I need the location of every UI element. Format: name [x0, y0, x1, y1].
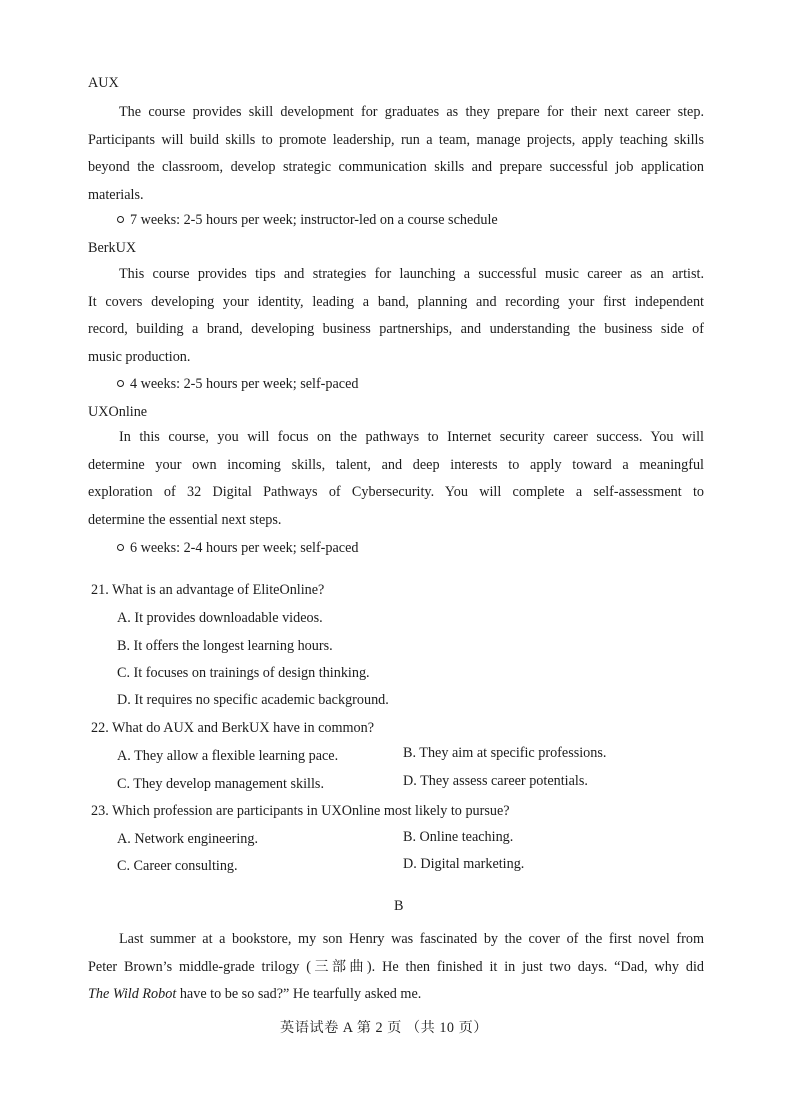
- description-line: In this course, you will focus on the pathways to Internet security career success. You will: [119, 429, 704, 445]
- page-footer: 英语试卷 A 第 2 页 （共 10 页）: [280, 1020, 488, 1036]
- description-line: determine your own incoming skills, talent, and deep interests to apply toward a meaningful: [88, 456, 704, 473]
- question-21-stem: 21. What is an advantage of EliteOnline?: [91, 582, 325, 598]
- schedule-text: 6 weeks: 2-4 hours per week; self-paced: [130, 540, 359, 556]
- schedule-text: 7 weeks: 2-5 hours per week; instructor-led on a course schedule: [130, 212, 498, 228]
- question-22-stem: 22. What do AUX and BerkUX have in common?: [91, 720, 375, 736]
- description-line: determine the essential next steps.: [88, 512, 282, 529]
- question-21-option-a: A. It provides downloadable videos.: [117, 610, 323, 626]
- course-schedule-aux: [117, 212, 498, 229]
- course-description-berkux: [88, 261, 704, 372]
- course-title-aux: AUX: [88, 75, 119, 91]
- bullet-icon: [117, 216, 124, 223]
- question-22-option-a: A. They allow a flexible learning pace.: [117, 748, 339, 764]
- question-22-option-d: D. They assess career potentials.: [403, 773, 588, 789]
- course-description-aux: [88, 99, 704, 210]
- course-schedule-uxonline: [117, 540, 359, 557]
- description-line: materials.: [88, 187, 144, 204]
- question-22-option-c: C. They develop management skills.: [117, 776, 324, 792]
- passage-line: Last summer at a bookstore, my son Henry was fascinated by the cover of the first novel from: [119, 931, 704, 947]
- question-21-option-d: D. It requires no specific academic background.: [117, 692, 389, 708]
- description-line: beyond the classroom, develop strategic communication skills and prepare successful job application: [88, 159, 704, 176]
- passage-line: [88, 981, 704, 1009]
- bullet-icon: [117, 544, 124, 551]
- passage-line-rest: have to be so sad?” He tearfully asked me.: [176, 986, 422, 1003]
- question-22-option-b: B. They aim at specific professions.: [403, 745, 607, 761]
- description-line: exploration of 32 Digital Pathways of Cybersecurity. You will complete a self-assessment to: [88, 484, 704, 501]
- course-schedule-berkux: [117, 376, 359, 393]
- description-line: It covers developing your identity, leading a band, planning and recording your first independent: [88, 293, 704, 310]
- schedule-text: 4 weeks: 2-5 hours per week; self-paced: [130, 376, 359, 392]
- section-b-heading: B: [394, 898, 404, 914]
- section-b-passage: [88, 926, 704, 1009]
- question-23-stem: 23. Which profession are participants in UXOnline most likely to pursue?: [91, 803, 510, 819]
- course-description-uxonline: [88, 424, 704, 535]
- question-23-option-b: B. Online teaching.: [403, 829, 514, 845]
- course-title-uxonline: UXOnline: [88, 404, 148, 420]
- question-23-option-a: A. Network engineering.: [117, 831, 259, 847]
- question-23-option-d: D. Digital marketing.: [403, 856, 525, 872]
- description-line: record, building a brand, developing business partnerships, and understanding the business side of: [88, 321, 704, 338]
- description-line: Participants will build skills to promote leadership, run a team, manage projects, apply teaching skills: [88, 131, 704, 148]
- course-title-berkux: BerkUX: [88, 240, 137, 256]
- bullet-icon: [117, 380, 124, 387]
- question-23-option-c: C. Career consulting.: [117, 858, 238, 874]
- question-21-option-c: C. It focuses on trainings of design thinking.: [117, 665, 370, 681]
- description-line: The course provides skill development for graduates as they prepare for their next career step.: [119, 104, 704, 120]
- description-line: This course provides tips and strategies for launching a successful music career as an artist.: [119, 266, 704, 282]
- passage-line: Peter Brown’s middle-grade trilogy (三部曲). He then finished it in just two days. “Dad, why did: [88, 958, 704, 975]
- question-21-option-b: B. It offers the longest learning hours.: [117, 638, 333, 654]
- description-line: music production.: [88, 349, 191, 366]
- book-title: The Wild Robot: [88, 986, 177, 1003]
